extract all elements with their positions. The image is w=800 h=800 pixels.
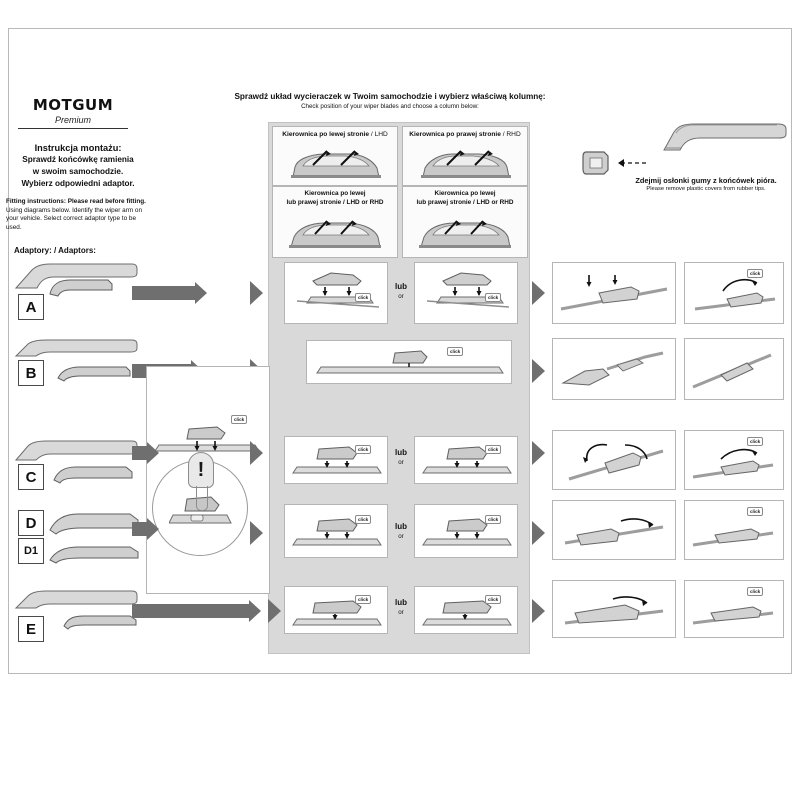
flow-chevron-e [268, 599, 281, 623]
step-panel-e-lhd [284, 586, 388, 634]
instructions-en-body: Using diagrams below. Identify the wiper arm on your vehicle. Select correct adaptor type to be used. [6, 206, 143, 231]
flow-chevron-a [250, 281, 263, 305]
flow-chevron-d [250, 521, 263, 545]
column-subheader-lhd [272, 186, 398, 258]
adaptor-letter-a: A [18, 294, 44, 320]
final-click-diagram-d [691, 511, 779, 555]
column-subheader-lhd-title [273, 187, 397, 207]
adaptor-b-clip-illustration [56, 360, 134, 386]
fit-diagram-c [559, 437, 671, 485]
click-tag-a-final: click [747, 269, 763, 278]
adaptor-d-illustration [48, 506, 142, 540]
adaptor-e-clip-illustration [62, 608, 140, 634]
or-label-e-en: or [398, 609, 404, 616]
step-panel-e-fit [552, 580, 676, 638]
step-panel-d-lhd [284, 504, 388, 558]
adaptor-a-hook-illustration [46, 272, 116, 300]
instructions-en-heading: Fitting instructions: Please read before fitting. [6, 198, 146, 205]
column-subheader-rhd-line2: lub prawej stronie [416, 198, 472, 206]
car-diagram-lhd [283, 145, 389, 185]
fit-diagram-d [559, 509, 671, 555]
step-panel-b-click [684, 338, 784, 400]
step-panel-d-fit [552, 500, 676, 560]
or-label-c-en: or [398, 459, 404, 466]
instructions-pl [8, 142, 148, 190]
flow-arrow-e [132, 604, 250, 618]
adaptors-label: Adaptory: / Adaptors: [14, 246, 96, 255]
or-label-a-pl: lub [395, 282, 407, 291]
click-tag-c-final: click [747, 437, 763, 446]
column-header-rhd-title-pl: Kierownica po prawej stronie [409, 131, 501, 138]
column-header-rhd-title [403, 127, 527, 139]
click-tag-d-final: click [747, 507, 763, 516]
step-panel-b-fit [552, 338, 676, 400]
instructions-pl-line2: w swoim samochodzie. [32, 167, 124, 176]
instructions-pl-line3: Wybierz odpowiedni adaptor. [21, 179, 135, 188]
or-label-c [390, 448, 412, 467]
step-panel-c-click [684, 430, 784, 490]
adaptor-b-illustration [14, 336, 138, 362]
adaptor-d1-illustration [48, 538, 142, 568]
or-label-d-pl: lub [395, 522, 407, 531]
click-tag-b: click [447, 347, 463, 356]
instructions-pl-line1: Sprawdź końcówkę ramienia [22, 155, 134, 164]
flow-chevron-c2 [532, 441, 545, 465]
top-header-en: Check position of your wiper blades and choose a column below: [301, 103, 479, 110]
step-panel-a-fit [552, 262, 676, 324]
brand-logo [18, 96, 128, 129]
or-label-a-en: or [398, 293, 404, 300]
top-header-pl: Sprawdź układ wycieraczek w Twoim samochodzie i wybierz właściwą kolumnę: [234, 92, 546, 101]
brand-rule [18, 128, 128, 129]
column-header-lhd-title-en: / LHD [370, 131, 388, 138]
click-tag-a-lhd: click [355, 293, 371, 302]
adaptor-letter-e: E [18, 616, 44, 642]
flow-arrow-a [132, 286, 196, 300]
brand-name: MOTGUM [32, 96, 114, 114]
flow-arrow-d [132, 522, 148, 536]
step-panel-a-lhd [284, 262, 388, 324]
flow-chevron-c [250, 441, 263, 465]
step-panel-c-rhd [414, 436, 518, 484]
step-panel-e-rhd [414, 586, 518, 634]
column-subheader-rhd-line1: Kierownica po lewej [434, 190, 496, 197]
final-click-diagram-c [691, 439, 779, 485]
rubber-note [620, 176, 792, 192]
step-panel-e-click [684, 580, 784, 638]
top-header [180, 92, 600, 110]
or-label-d-en: or [398, 533, 404, 540]
click-tag-a-rhd: click [485, 293, 501, 302]
column-subheader-lhd-en: / LHD or RHD [342, 198, 384, 206]
column-subheader-lhd-line2: lub prawej stronie [286, 198, 342, 206]
click-tag-d-lhd: click [355, 515, 371, 524]
column-subheader-rhd [402, 186, 528, 258]
rubber-note-pl: Zdejmij osłonki gumy z końcówek pióra. [635, 176, 777, 185]
flow-arrow-c [132, 446, 148, 460]
click-tag-callout: click [231, 415, 247, 424]
or-label-e-pl: lub [395, 598, 407, 607]
step-panel-c-fit [552, 430, 676, 490]
car-diagram-lhd-rhd-2 [415, 213, 517, 255]
wiper-blade-illustration [660, 112, 790, 162]
click-tag-d-rhd: click [485, 515, 501, 524]
final-click-diagram-b [691, 347, 779, 395]
car-diagram-rhd [413, 145, 519, 185]
click-tag-c-lhd: click [355, 445, 371, 454]
car-diagram-lhd-rhd-1 [285, 213, 387, 255]
column-header-lhd-title-pl: Kierownica po lewej stronie [282, 131, 370, 138]
final-click-diagram-a [691, 269, 779, 319]
or-label-e [390, 598, 412, 617]
step-panel-d-rhd [414, 504, 518, 558]
brand-tagline: Premium [54, 115, 91, 125]
column-header-lhd [272, 126, 398, 186]
or-label-d [390, 522, 412, 541]
step-panel-a-rhd [414, 262, 518, 324]
click-tag-e-final: click [747, 587, 763, 596]
step-panel-c-lhd [284, 436, 388, 484]
adaptor-c-clip-illustration [52, 458, 136, 488]
adaptor-letter-b: B [18, 360, 44, 386]
flow-chevron-e2 [532, 599, 545, 623]
step-panel-a-click [684, 262, 784, 324]
click-tag-e-lhd: click [355, 595, 371, 604]
fit-diagram-a [559, 269, 671, 319]
instructions-en [6, 198, 152, 232]
adaptor-letter-c: C [18, 464, 44, 490]
warning-exclamation-icon: ! [188, 452, 214, 488]
column-header-rhd-title-en: / RHD [502, 131, 521, 138]
fit-diagram-b [559, 347, 671, 395]
rubber-note-en: Please remove plastic covers from rubber tips. [646, 186, 766, 192]
blade-diagram-b [315, 345, 505, 381]
column-header-lhd-title [273, 127, 397, 139]
column-header-rhd [402, 126, 528, 186]
final-click-diagram-e [691, 591, 779, 633]
click-tag-e-rhd: click [485, 595, 501, 604]
column-subheader-rhd-en: / LHD or RHD [472, 198, 514, 206]
step-panel-b-center [306, 340, 512, 384]
flow-chevron-d2 [532, 521, 545, 545]
adaptor-letter-d: D [18, 510, 44, 536]
column-subheader-rhd-title [403, 187, 527, 207]
click-tag-c-rhd: click [485, 445, 501, 454]
warning-badge-tail [196, 486, 208, 511]
flow-chevron-a2 [532, 281, 545, 305]
or-label-a [390, 282, 412, 301]
fit-diagram-e [559, 589, 671, 633]
step-panel-d-click [684, 500, 784, 560]
column-subheader-lhd-line1: Kierownica po lewej [304, 190, 366, 197]
or-label-c-pl: lub [395, 448, 407, 457]
adaptor-letter-d1: D1 [18, 538, 44, 564]
flow-chevron-b2 [532, 359, 545, 383]
instructions-pl-heading: Instrukcja montażu: [34, 143, 122, 153]
